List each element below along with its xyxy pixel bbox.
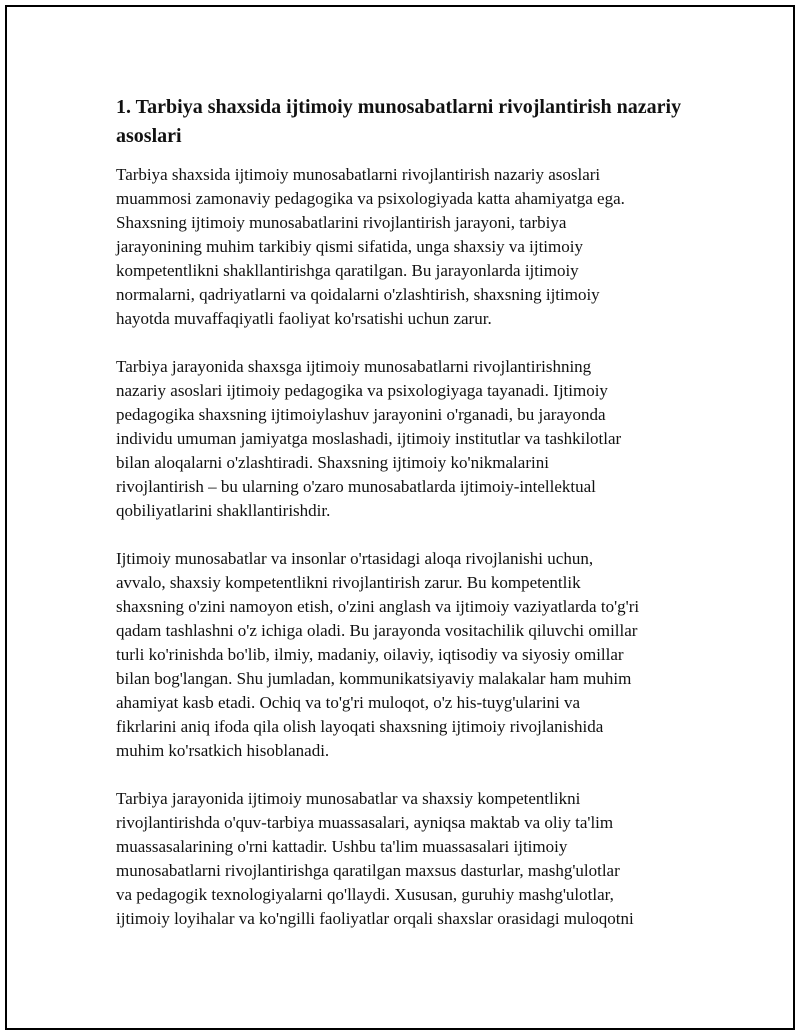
paragraph-4: Tarbiya jarayonida ijtimoiy munosabatlar va shaxsiy kompetentlikni rivojlantirishda o'quv-tarbiya muassasalari, ayniqsa maktab va oliy ta'lim muassasalarining o'rni kattadir. Ushbu ta'lim muassasalari ijtimoiy munosabatlarni rivojlantirishga qaratilgan maxsus dasturlar, mashg'ulotlar va pedagogik texnologiyalarni qo'llaydi. Xususan, guruhiy mashg'ulotlar, ijtimoiy loyihalar va ko'ngilli faoliyatlar orqali shaxslar orasidagi muloqotni (116, 789, 634, 928)
section-heading: 1. Tarbiya shaxsida ijtimoiy munosabatlarni rivojlantirish nazariy asoslari (116, 96, 682, 147)
paragraph-2: Tarbiya jarayonida shaxsga ijtimoiy munosabatlarni rivojlantirishning nazariy asoslari ijtimoiy pedagogika va psixologiyaga tayanadi. Ijtimoiy pedagogika shaxsning ijtimoiylashuv jarayonini o'rganadi, bu jarayonda individu umuman jamiyatga moslashadi, ijtimoiy institutlar va tashkilotlar bilan aloqalarni o'zlashtiradi. Shaxsning ijtimoiy ko'nikmalarini rivojlantirish – bu ularning o'zaro munosabatlarda ijtimoiy-intellektual qobiliyatlarini shakllantirishdir. (116, 357, 622, 520)
paragraph-3: Ijtimoiy munosabatlar va insonlar o'rtasidagi aloqa rivojlanishi uchun, avvalo, shaxsiy kompetentlikni rivojlantirish zarur. Bu kompetentlik shaxsning o'zini namoyon etish, o'zini anglash va ijtimoiy vaziyatlarda to'g'ri qadam tashlashni o'z ichiga oladi. Bu jarayonda vositachilik qiluvchi omillar turli ko'rinishda bo'lib, ilmiy, madaniy, oilaviy, iqtisodiy va siyosiy omillar bilan bog'langan. Shu jumladan, kommunikatsiyaviy malakalar ham muhim ahamiyat kasb etadi. Ochiq va to'g'ri muloqot, o'z his-tuyg'ularini va fikrlarini aniq ifoda qila olish layoqati shaxsning ijtimoiy rivojlanishida muhim ko'rsatkich hisoblanadi. (116, 549, 640, 760)
paragraph-1: Tarbiya shaxsida ijtimoiy munosabatlarni rivojlantirish nazariy asoslari muammosi zamonaviy pedagogika va psixologiyada katta ahamiyatga ega. Shaxsning ijtimoiy munosabatlarini rivojlantirish jarayoni, tarbiya jarayonining muhim tarkibiy qismi sifatida, unga shaxsiy va ijtimoiy kompetentlikni shakllantirishga qaratilgan. Bu jarayonlarda ijtimoiy normalarni, qadriyatlarni va qoidalarni o'zlashtirish, shaxsning ijtimoiy hayotda muvaffaqiyatli faoliyat ko'rsatishi uchun zarur. (116, 165, 625, 328)
document-body (116, 93, 696, 955)
